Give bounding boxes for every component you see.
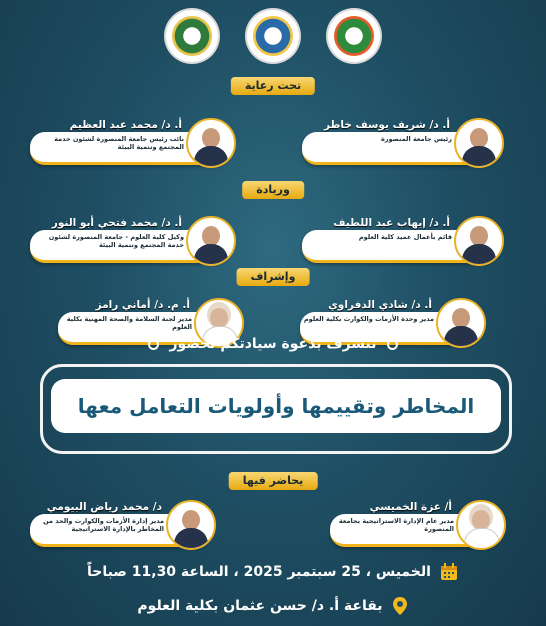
calendar-icon — [439, 562, 459, 582]
avatar — [454, 216, 504, 266]
person-name: أ. د/ شادي الدفراوي — [328, 299, 432, 311]
card-patron-left — [30, 119, 230, 165]
card-patron-right — [302, 119, 498, 165]
invite-line — [0, 336, 546, 352]
location-pin-icon — [391, 596, 409, 616]
person-name: أ. م. د/ أماني رامز — [95, 299, 190, 311]
avatar — [454, 118, 504, 168]
person-name: أ/ عزة الخميسي — [369, 501, 452, 513]
topic-title: المخاطر وتقييمها وأولويات التعامل معها — [77, 394, 475, 418]
logo-center — [247, 10, 299, 62]
datetime-text: الخميس ، 25 سبتمبر 2025 ، الساعة 11,30 صباحاً — [87, 564, 431, 580]
person-title: رئيس جامعة المنصورة — [380, 135, 452, 143]
topic-frame — [40, 364, 512, 454]
person-name: أ. د/ محمد عبد العظيم — [69, 119, 182, 131]
person-name: أ. د/ محمد فتحي أبو النور — [51, 217, 182, 229]
person-title: وكيل كلية العلوم - جامعة المنصورة لشئون خدمة المجتمع وتنمية البيئة — [48, 233, 184, 249]
person-name: د/ محمد رياض البيومي — [46, 501, 162, 513]
circle-bullet-icon — [387, 339, 398, 350]
circle-bullet-icon — [148, 339, 159, 350]
logo-left — [166, 10, 218, 62]
section-patronage: تحت رعاية — [231, 77, 315, 95]
section-lecturers: يحاضر فيها — [229, 472, 318, 490]
avatar — [186, 216, 236, 266]
section-supervision: وإشراف — [237, 268, 310, 286]
invite-text: نتشرف بدعوة سيادتكم لحضور — [169, 336, 377, 352]
card-lead-right — [302, 217, 498, 263]
card-lead-left — [30, 217, 230, 263]
section-leadership: وريادة — [242, 181, 304, 199]
person-name: أ. د/ شريف يوسف خاطر — [323, 119, 450, 131]
avatar — [186, 118, 236, 168]
topic-box — [51, 379, 501, 433]
person-name: أ. د/ إيهاب عبد اللطيف — [333, 217, 450, 229]
person-title: مدير وحدة الأزمات والكوارث بكلية العلوم — [303, 315, 434, 323]
avatar — [166, 500, 216, 550]
logo-right — [328, 10, 380, 62]
person-title: مدير لجنة السلامة والصحة المهنية بكلية العلوم — [66, 315, 192, 331]
person-title: نائب رئيس جامعة المنصورة لشئون خدمة المجتمع وتنمية البيئة — [54, 135, 184, 151]
card-lec-left — [30, 501, 210, 547]
card-lec-right — [330, 501, 500, 547]
avatar — [456, 500, 506, 550]
person-title: مدير عام الإدارة الاستراتيجية بجامعة المنصورة — [338, 517, 454, 533]
person-title: قائم بأعمال عميد كلية العلوم — [358, 233, 452, 241]
event-location — [0, 596, 546, 616]
location-text: بقاعة أ. د/ حسن عثمان بكلية العلوم — [137, 598, 383, 614]
event-datetime — [0, 562, 546, 582]
person-title: مدير إدارة الأزمات والكوارث والحد من المخاطر بالإدارة الاستراتيجية — [43, 517, 164, 533]
